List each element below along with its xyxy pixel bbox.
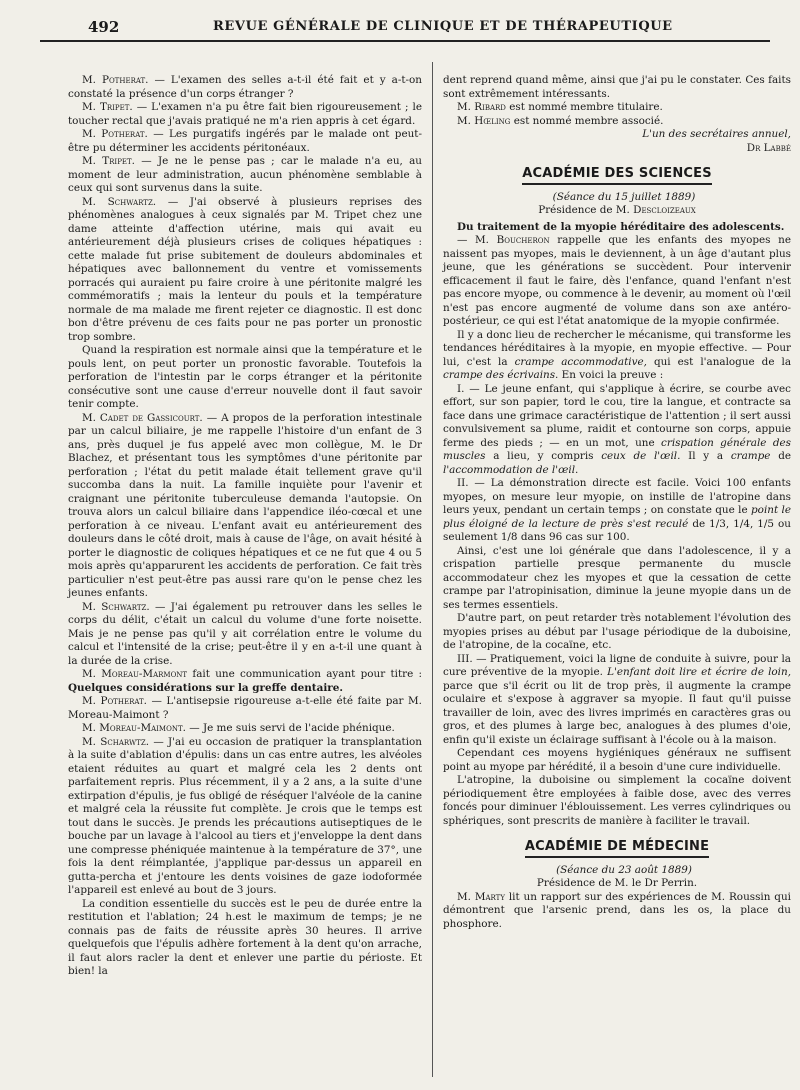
session-date: (Séance du 23 août 1889) (556, 863, 692, 876)
speaker-name: M. Potherat. (82, 695, 147, 707)
secretary-line: L'un des secrétaires annuel, (642, 128, 791, 140)
header-rule (40, 40, 770, 42)
paragraph (443, 74, 791, 101)
italic-run: crampe des écrivains. (443, 369, 559, 381)
paragraph (443, 774, 791, 828)
text-run: Il y a (688, 450, 724, 462)
italic-run: l'accommodation de l'œil. (443, 463, 579, 476)
running-title: REVUE GÉNÉRALE DE CLINIQUE ET DE THÉRAPEUTIQUE (213, 19, 673, 34)
paragraph-text: dent reprend quand même, ainsi que j'ai pu le constater. Ces faits sont extrêmement intéressants. (443, 74, 791, 100)
paragraph-text: D'autre part, on peut retarder très notablement l'évolution des myopies prises au début par l'usage périodique de la duboisine, de l'atropine, de la cocaïne, etc. (443, 612, 791, 651)
paragraph-text: est nommé membre titulaire. (509, 101, 663, 113)
column-divider (432, 62, 433, 1077)
speaker-name: M. Scharwtz. (82, 735, 150, 748)
paragraph-text: — L'examen n'a pu être fait bien rigoureusement ; le toucher rectal que j'avais pratiqué ne m'a rien appris à cet égard. (68, 101, 422, 127)
text-run: de 1/3, 1/4, 1/5 ou seulement 1/8 dans 96 cas sur 100. (443, 517, 791, 543)
paragraph-text: — L'antisepsie rigoureuse a-t-elle été faite par M. Moreau-Maimont ? (68, 695, 422, 721)
section-heading-medecine (443, 840, 791, 854)
italic-run: point le plus éloigné de la lecture de près s'est reculé (443, 504, 792, 530)
text-run: III. — Pratiquement, voici la ligne de conduite à suivre, pour la cure préventive de la myopie. (443, 652, 791, 678)
presidency (443, 204, 791, 218)
paragraph-text: La condition essentielle du succès est le peu de durée entre la restitution et l'ablation; 24 h.est le maximum de temps; je ne connais pas de faits de réussite après 30 heures. Il arrive quelquefois que l'épulis adhère fortement à la dent qu'on arrache, il faut alors racler la dent et enlever une partie du périoste. Et bien! la (68, 897, 422, 977)
section-heading-sciences (443, 167, 791, 181)
speaker-name: M. Moreau-Marmont (82, 668, 188, 680)
text-run: parce que s'il écrit ou lit de trop près, il augmente la crampe oculaire et s'expose à aggraver sa myopie. Il faut qu'il puisse travailler de loin, avec des livres imprimés en caractères gras ou gros, et des plumes à large bec, analogues à des plumes d'oie, enfin qu'il existe un éclairage suffisant à l'école ou à la maison. (443, 679, 791, 746)
italic-run: crampe accommodative, (514, 355, 647, 368)
paragraph (443, 477, 791, 545)
right-column (443, 74, 791, 931)
paragraph (443, 234, 791, 329)
speaker-name: M. Potherat. (82, 74, 149, 86)
paragraph (68, 196, 422, 345)
paragraph (443, 891, 791, 932)
author-name: — M. Boucheron (457, 234, 550, 246)
paragraph (68, 898, 422, 979)
paragraph (68, 668, 422, 695)
presidency: Présidence de M. le Dr Perrin. (536, 877, 698, 889)
paragraph-text: lit un rapport sur des expériences de M. Roussin qui démontrent que l'arsenic prend, dans les os, la place du phosphore. (443, 890, 791, 930)
text-run: En voici la preuve : (561, 369, 664, 381)
paragraph (443, 329, 791, 383)
speaker-name: M. Tripet. (82, 155, 135, 167)
session-date: (Séance du 15 juillet 1889) (552, 190, 696, 203)
paragraph (68, 128, 422, 155)
left-column (68, 74, 422, 979)
member-name: M. Ribard (457, 101, 506, 113)
paragraph-text: — A propos de la perforation intestinale par un calcul biliaire, je me rappelle l'histoire d'un enfant de 3 ans, près duquel je fus appelé avec mon collègue, M. le Dr Blachez, et présentant tous les symptômes d'une péritonite par perforation ; l'état du petit malade était tellement grave qu'il succomba dans la nuit. La famille inquiète pour l'avenir et craignant une péritonite tuberculeuse demanda l'autopsie. On trouva alors un calcul biliaire dans l'appendice iléo-cœcal et une perforation à ce niveau. L'enfant avait eu antérieurement des douleurs dans le côté droit, mais à cause de l'âge, on avait hésité à porter le diagnostic de coliques hépatiques et ce ne fut que 4 ou 5 mois après qu'apparurent les accidents de perforation. Ce fait très particulier n'est peut-être pas aussi rare qu'on le pense chez les jeunes enfants. (68, 411, 423, 599)
member-name: M. Hœling (457, 114, 511, 127)
article-title: Du traitement de la myopie héréditaire des adolescents. (457, 220, 785, 233)
paragraph-text: — Je me suis servi de l'acide phénique. (189, 722, 395, 734)
paragraph-text: — J'ai eu occasion de pratiquer la transplantation à la suite d'ablation d'épulis: dans un cas entre autres, les alvéoles etaient réduites au quart et malgré cela les 2 dents ont parfaitement repris. Plus récemment, il y a 2 ans, a la suite d'une extirpation d'épulis, je fus obligé de réséquer l'alvéole de la canine et malgré cela la réussite fut complète. Je crois que le temps est tout dans le succès. Je prends les précautions autiseptiques de le bouche par un lavage à l'alcool au tiers et j'enveloppe la dent dans une compresse phéniquée maintenue à la température de 37°, une fois la dent réimplantée, j'applique par-dessus un appareil en gutta-percha et j'entoure les dents voisines de gaze iodoformée l'appareil est enlevé au bout de 3 jours. (68, 735, 422, 896)
paragraph-text: — Les purgatifs ingérés par le malade ont peut-être pu déterminer les accidents péritonéaux. (68, 128, 422, 154)
paragraph-text: Ainsi, c'est une loi générale que dans l'adolescence, il y a crispation partielle presque permanente du muscle accommodateur chez les myopes et que la cessation de cette crampe par l'atropinisation, diminue la jeune myopie dans un de ses termes essentiels. (443, 544, 791, 611)
paragraph (68, 601, 422, 669)
president-name: Descloizeaux (633, 204, 696, 216)
paragraph (68, 155, 422, 196)
paragraph (68, 74, 422, 101)
paragraph (68, 695, 422, 722)
paragraph-text: — Je ne le pense pas ; car le malade n'a eu, au moment de leur administration, aucun phénomène semblable à ceux qui sont survenus dans la suite. (68, 155, 422, 194)
paragraph-text: fait une communication ayant pour titre : (192, 668, 423, 680)
paragraph (68, 101, 422, 128)
signature: Dr Labbé (746, 141, 791, 154)
paragraph (443, 545, 791, 613)
presidency-label: Présidence de M. (538, 204, 630, 216)
paragraph (443, 612, 791, 653)
communication-title: Quelques considérations sur la greffe dentaire. (68, 681, 343, 694)
paragraph (68, 344, 422, 412)
paragraph (68, 722, 422, 736)
paragraph (443, 653, 791, 748)
speaker-name: M. Schwartz. (82, 600, 150, 613)
italic-run: crispation générale des muscles (443, 436, 791, 462)
paragraph-text: Quand la respiration est normale ainsi que la température et le pouls lent, on peut porter un pronostic favorable. Toutefois la perforation de l'intestin par le corps étranger et la péritonite consécutive sont une cause d'erreur nouvelle dont il faut savoir tenir compte. (68, 344, 422, 410)
section-heading-text: ACADÉMIE DES SCIENCES (522, 166, 712, 185)
section-heading-text: ACADÉMIE DE MÉDECINE (525, 839, 709, 858)
text-run: II. — La démonstration directe est facile. Voici 100 enfants myopes, on mesure leur myopie, on instille de l'atropine dans leurs yeux, pendant un certain temps ; on constate que le (443, 477, 791, 516)
paragraph-text: est nommé membre associé. (513, 114, 664, 127)
italic-run: crampe (730, 450, 771, 462)
paragraph (68, 412, 422, 601)
speaker-name: M. Moreau-Maimont. (82, 722, 186, 734)
author-name: M. Marty (457, 890, 505, 903)
speaker-name: M. Cadet de Gassicourt. (82, 411, 203, 424)
text-run: qui est l'analogue de la (653, 355, 792, 368)
paragraph-text: — J'ai également pu retrouver dans les selles le corps du délit, c'était un calcul du volume d'une forte noisette. Mais je ne pense pas qu'il y ait corrélation entre le volume du calcul et l'intensité de la crise; peut-être il y en a-t-il une quant à la durée de la crise. (68, 600, 423, 667)
paragraph (443, 115, 791, 129)
speaker-name: M. Tripet. (82, 101, 133, 113)
italic-run: L'enfant doit lire et écrire de loin, (607, 666, 792, 678)
paragraph (443, 383, 791, 478)
page-number: 492 (88, 18, 120, 36)
paragraph-text: — L'examen des selles a-t-il été fait et y a-t-on constaté la présence d'un corps étranger ? (68, 74, 422, 100)
paragraph-text: — J'ai observé à plusieurs reprises des phénomènes analogues à ceux signalés par M. Tripet chez une dame atteinte d'affection utérine, mais qui avait eu antérieurement déjà plusieurs crises de coliques hépatiques : cette malade fut prise subitement de douleurs abdominales et hépatiques avec ballonnement du ventre et vomissements porracés qui auraient pu faire croire à une péritonite malgré les commémoratifs ; mais la lenteur du pouls et la température normale de ma malade me firent rejeter ce diagnostic. Il est donc bon d'être prévenu de ces faits pour ne pas porter un pronostic trop sombre. (68, 195, 422, 343)
speaker-name: M. Potherat. (82, 128, 148, 140)
paragraph (68, 736, 422, 898)
text-run: de (778, 450, 791, 462)
text-run: a lieu, y compris (493, 450, 594, 462)
paragraph-text: rappelle que les enfants des myopes ne naissent pas myopes, mais le deviennent, à un âge d'autant plus jeune, que les générations se succèdent. Pour intervenir efficacement il faut le faire, dès l'enfance, quand l'enfant n'est pas encore myope, ou commence à le devenir, au moment où l'œil n'est pas encore augmenté de volume dans son axe antéro-postérieur, ce qui est l'état anatomique de la myopie confirmée. (443, 234, 791, 327)
paragraph-text: Cependant ces moyens hygiéniques généraux ne suffisent point au myope par hérédité, il a besoin d'une cure individuelle. (443, 747, 791, 773)
speaker-name: M. Schwartz. (82, 195, 157, 208)
italic-run: ceux de l'œil. (601, 450, 681, 462)
paragraph (443, 101, 791, 115)
paragraph-text: L'atropine, la duboisine ou simplement la cocaïne doivent périodiquement être employées à faible dose, avec des verres foncés pour diminuer l'éblouissement. Les verres cylindriques ou sphériques, sont prescrits de manière à faciliter le travail. (443, 774, 791, 827)
paragraph (443, 747, 791, 774)
text-run: Il y a donc lieu de rechercher le mécanisme, qui transforme les tendances héréditaires à la myopie, en myopie effective. — Pour lui, c'est la (443, 328, 791, 368)
text-run: I. — Le jeune enfant, qui s'applique à écrire, se courbe avec effort, sur son papier, tord le cou, tire la langue, et contracte sa face dans une grimace caractéristique de l'attention ; il sert aussi convulsivement sa plume, raidit et contourne son corps, appuie ferme des pieds ; — en un mot, une (443, 382, 791, 449)
